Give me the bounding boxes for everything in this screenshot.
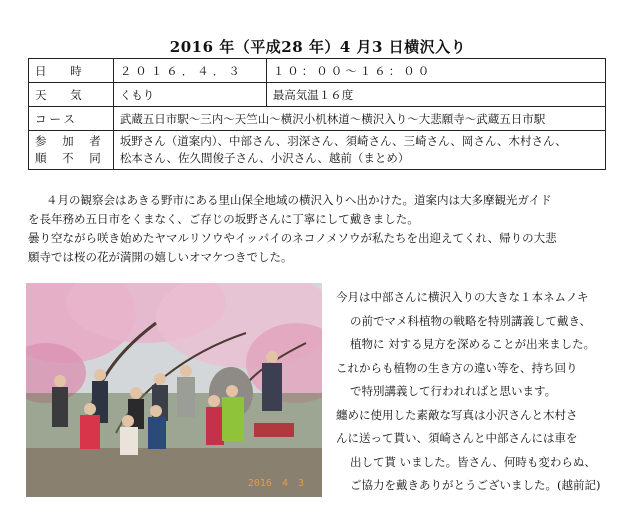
info-table [28,58,606,170]
participants-label [29,131,114,170]
participants-label-line-1: 参 加 者 [35,134,107,148]
closing-line-5: で特別講義して行われればと思います。 [350,384,557,398]
closing-line-6: 纏めに使用した素敵な写真は小沢さんと木村さ [336,407,578,422]
closing-line-4: これからも植物の生き方の違い等を、持ち回り [336,360,578,375]
closing-text [336,286,626,498]
intro-line-1: ４月の観察会はあきる野市にある里山保全地域の横沢入りへ出かけた。道案内は大多摩観光ガイド [46,193,552,207]
weather-value: くもり [113,83,266,107]
closing-line-9: ご協力を戴きありがとうございました。(越前記) [350,478,601,492]
closing-line-8: 出して貰 いました。皆さん、何時も変わらぬ、 [350,454,596,469]
date-label: 日 時 [29,59,114,83]
group-photo [26,283,322,497]
participants-line-2: 松本さん、佐久間俊子さん、小沢さん、越前（まとめ） [119,151,410,165]
date-value: ２０１６．４．３ [113,59,266,83]
participants-label-line-2: 順 不 同 [35,151,107,165]
group-photo-illustration [26,283,322,497]
photo-date-stamp: 2016 4 3 [247,478,304,489]
date-row [29,59,606,83]
participants-row [29,131,606,170]
participants-value [113,131,605,170]
intro-line-2: を長年務め五日市をくまなく、ご存じの坂野さんに丁寧にして戴きました。 [28,212,419,226]
participants-line-1: 坂野さん（道案内）、中部さん、羽深さん、須崎さん、三崎さん、岡さん、木村さん、 [119,134,567,148]
intro-line-4: 願寺では桜の花が満開の嬉しいオマケつきでした。 [28,250,293,264]
course-value: 武蔵五日市駅～三内～天竺山～横沢小机林道～横沢入り～大悲願寺～武蔵五日市駅 [113,107,605,131]
course-label: コース [29,107,114,131]
closing-line-3: 植物に 対する見方を深めることが出来ました。 [350,337,596,351]
temperature-value: 最高気温１６度 [266,83,605,107]
intro-line-3: 曇り空ながら咲き始めたヤマルリソウやイッパイのネコノメソウが私たちを出迎えてくれ、帰りの大悲 [28,231,557,245]
time-value: １０：００～１６：００ [266,59,605,83]
weather-row [29,83,606,107]
closing-line-1: 今月は中部さんに横沢入りの大きな１本ネムノキ [336,290,589,304]
closing-line-7: んに送って貰い、須崎さんと中部さんには車を [336,431,578,445]
course-row [29,107,606,131]
page-title: 2016 年（平成28 年）4 月3 日横沢入り [169,38,467,56]
weather-label: 天 気 [29,83,114,107]
closing-line-2: の前でマメ科植物の戦略を特別講義して戴き、 [350,313,592,328]
